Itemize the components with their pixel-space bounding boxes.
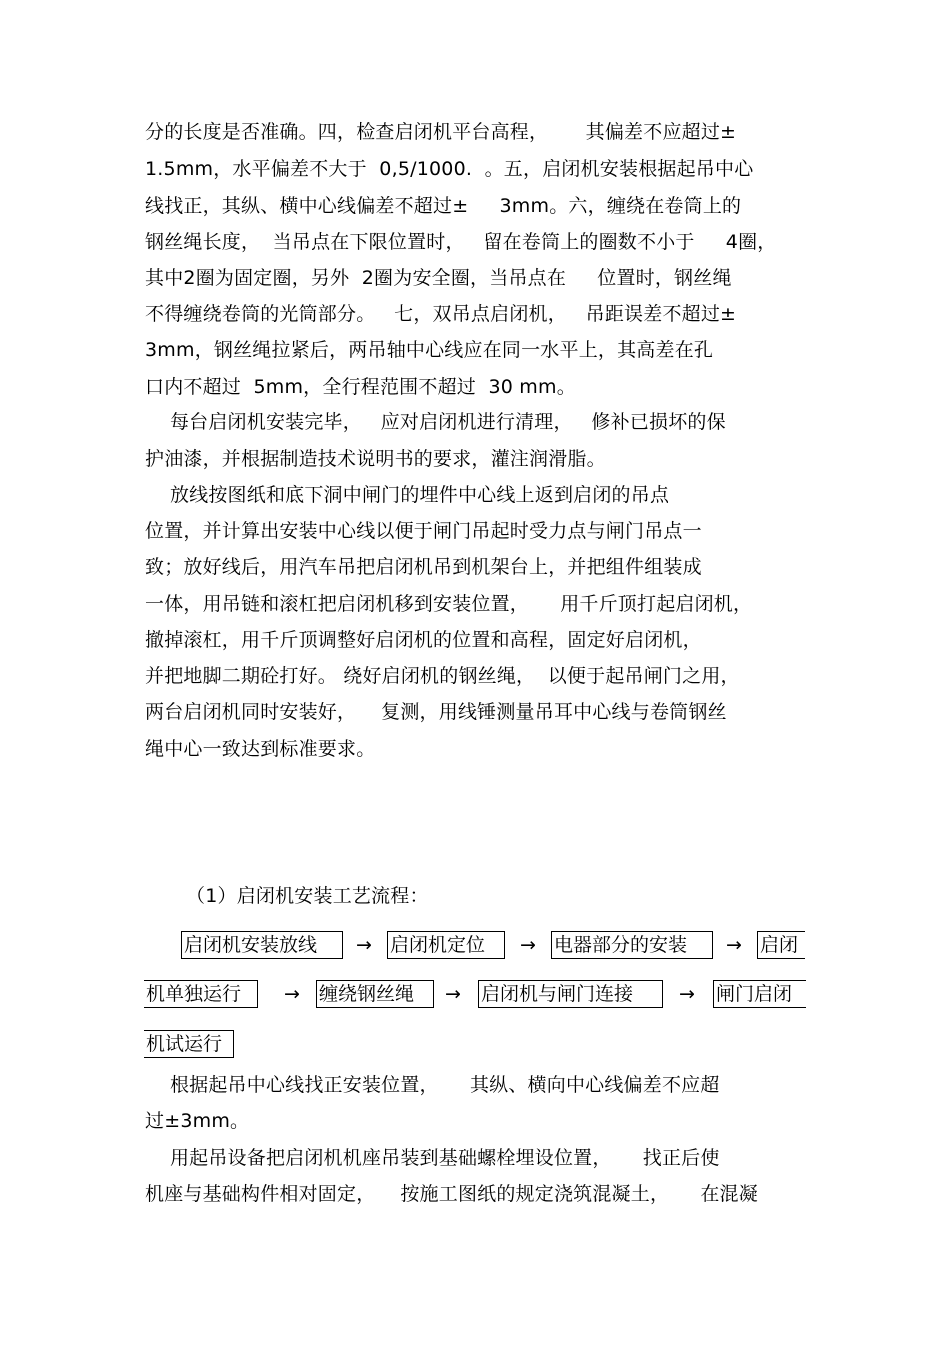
- flow-arrow-icon: →: [726, 934, 742, 956]
- text-line: 撤掉滚杠，用千斤顶调整好启闭机的位置和高程，固定好启闭机，: [145, 629, 702, 651]
- text-line: 过±3mm。: [145, 1110, 250, 1132]
- text-line: 不得缠绕卷筒的光筒部分。 七，双吊点启闭机， 吊距误差不超过±: [145, 303, 737, 325]
- flow-step-box: 启闭机安装放线: [181, 931, 343, 959]
- text-line: 3mm，钢丝绳拉紧后，两吊轴中心线应在同一水平上，其高差在孔: [145, 339, 714, 361]
- text-line: 钢丝绳长度， 当吊点在下限位置时， 留在卷筒上的圈数不小于 4圈，: [145, 231, 777, 253]
- flow-arrow-icon: →: [520, 934, 536, 956]
- text-line: 用起吊设备把启闭机机座吊装到基础螺栓埋设位置， 找正后使: [145, 1147, 720, 1169]
- flow-step-box: 启闭: [757, 931, 805, 959]
- text-line: 绳中心一致达到标准要求。: [145, 738, 376, 760]
- text-line: 线找正，其纵、横中心线偏差不超过± 3mm。六，缠绕在卷筒上的: [145, 195, 742, 217]
- flow-arrow-icon: →: [679, 983, 695, 1005]
- flow-arrow-icon: →: [356, 934, 372, 956]
- text-line: 致；放好线后，用汽车吊把启闭机吊到机架台上，并把组件组装成: [145, 556, 702, 578]
- text-line: 并把地脚二期砼打好。 绕好启闭机的钢丝绳， 以便于起吊闸门之用，: [145, 665, 740, 687]
- flow-step-box: 机试运行: [144, 1030, 234, 1058]
- text-line: 每台启闭机安装完毕， 应对启闭机进行清理， 修补已损坏的保: [145, 411, 726, 433]
- text-line: 其中2圈为固定圈，另外 2圈为安全圈，当吊点在 位置时，钢丝绳: [145, 267, 732, 289]
- flow-step-box: 启闭机定位: [387, 931, 505, 959]
- text-line: 护油漆，并根据制造技术说明书的要求，灌注润滑脂。: [145, 448, 606, 470]
- flow-arrow-icon: →: [284, 983, 300, 1005]
- text-line: 机座与基础构件相对固定， 按施工图纸的规定浇筑混凝土， 在混凝: [145, 1183, 758, 1205]
- text-line: 一体，用吊链和滚杠把启闭机移到安装位置， 用千斤顶打起启闭机，: [145, 593, 753, 615]
- flow-step-box: 闸门启闭: [713, 980, 806, 1008]
- text-line: 分的长度是否准确。四，检查启闭机平台高程， 其偏差不应超过±: [145, 121, 737, 143]
- text-line: 1.5mm，水平偏差不大于 0,5/1000. 。五，启闭机安装根据起吊中心: [145, 158, 754, 180]
- text-line: 两台启闭机同时安装好， 复测，用线锤测量吊耳中心线与卷筒钢丝: [145, 701, 727, 723]
- text-line: 位置，并计算出安装中心线以便于闸门吊起时受力点与闸门吊点一: [145, 520, 702, 542]
- flow-step-box: 缠绕钢丝绳: [316, 980, 434, 1008]
- text-line: 口内不超过 5mm，全行程范围不超过 30 mm。: [145, 376, 576, 398]
- flow-step-box: 机单独运行: [144, 980, 258, 1008]
- flow-heading: （1）启闭机安装工艺流程：: [186, 885, 429, 907]
- flow-step-box: 启闭机与闸门连接: [478, 980, 663, 1008]
- text-line: 放线按图纸和底下洞中闸门的埋件中心线上返到启闭的吊点: [145, 484, 670, 506]
- flow-arrow-icon: →: [445, 983, 461, 1005]
- text-line: 根据起吊中心线找正安装位置， 其纵、横向中心线偏差不应超: [145, 1074, 720, 1096]
- flow-step-box: 电器部分的安装: [551, 931, 713, 959]
